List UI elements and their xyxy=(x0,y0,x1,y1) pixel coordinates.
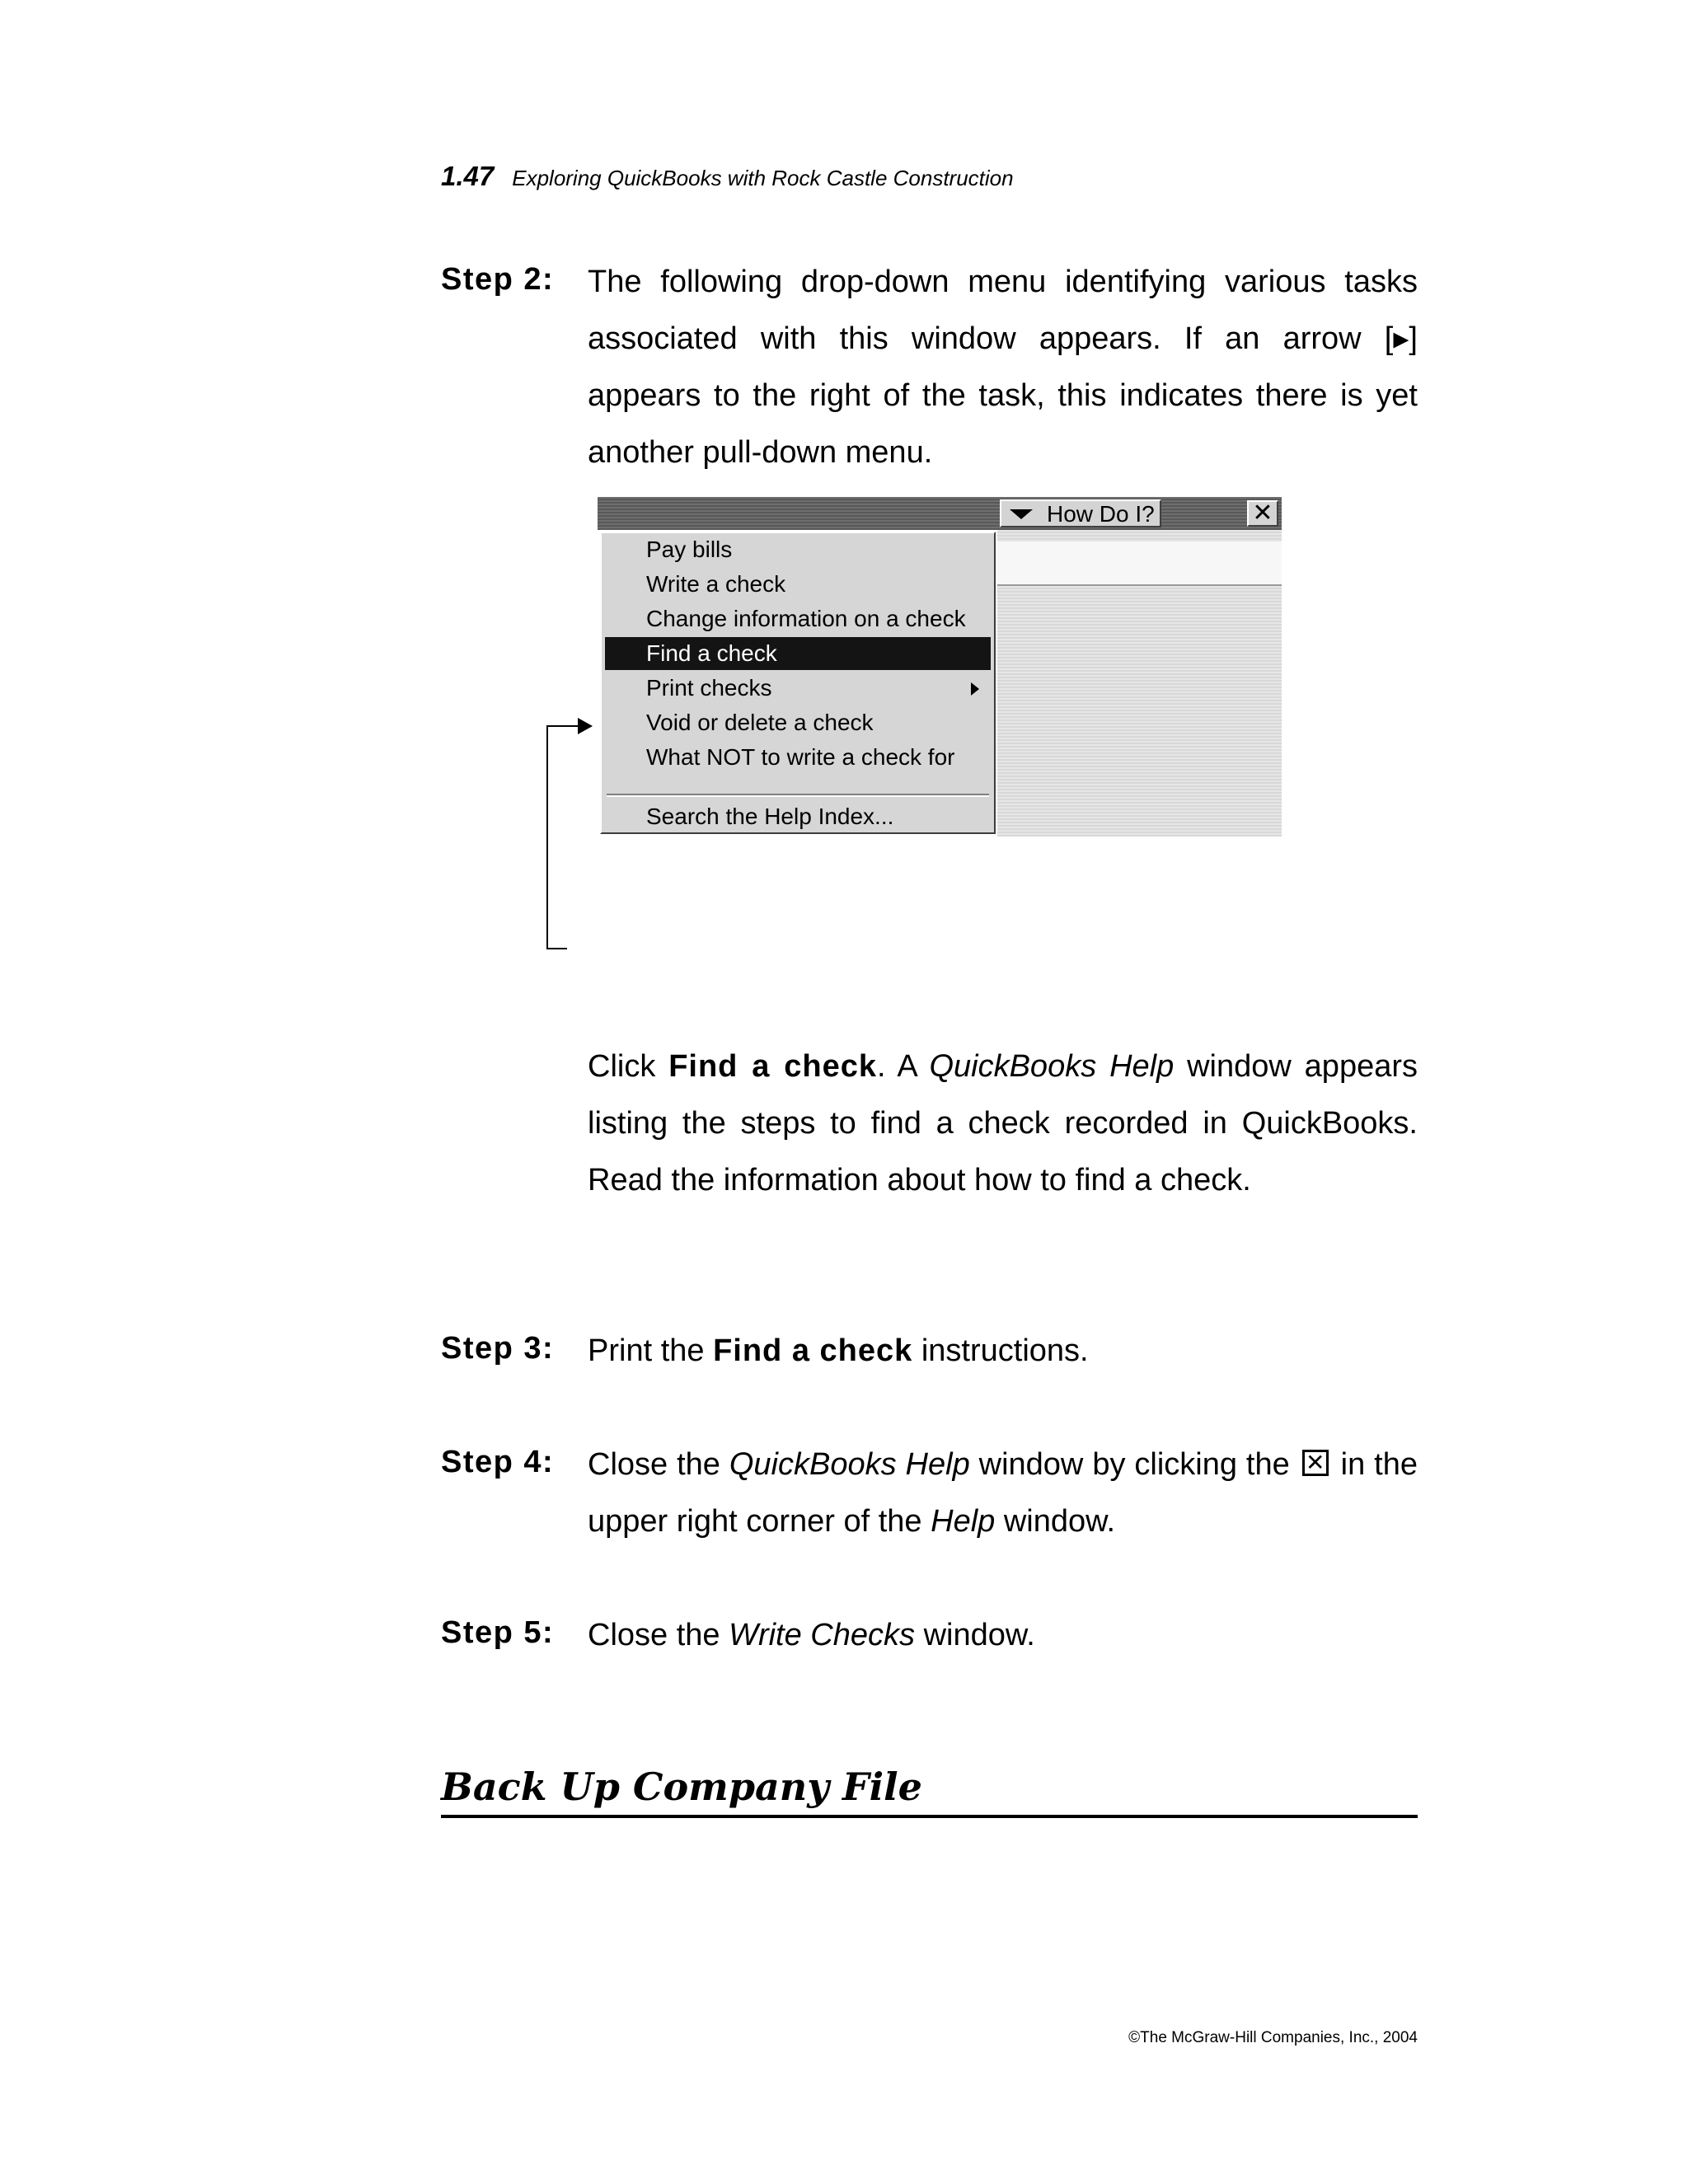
menu-item-what-not-to-write[interactable]: What NOT to write a check for xyxy=(646,744,955,770)
how-do-i-label: How Do I? xyxy=(1047,501,1155,527)
step-4-label: Step 4: xyxy=(441,1445,555,1479)
close-box-icon: ✕ xyxy=(1302,1450,1329,1476)
step-5-label: Step 5: xyxy=(441,1615,555,1650)
page-header xyxy=(441,161,1014,192)
menu-item-change-information[interactable]: Change information on a check xyxy=(646,606,966,631)
submenu-arrow-icon xyxy=(971,682,979,696)
how-do-i-screenshot xyxy=(598,497,1282,837)
step-5-text: Close the Write Checks window. xyxy=(588,1618,1035,1652)
step-2-text: The following drop-down menu identifying various tasks associated with this window appears. If an arrow [▸] appears to the right of the task, this indicates there is yet another pull-down menu. xyxy=(588,265,1418,470)
step-3-text: Print the Find a check instructions. xyxy=(588,1333,1089,1368)
callout-line-bottom xyxy=(546,948,567,949)
step-3-label: Step 3: xyxy=(441,1331,555,1366)
callout-line xyxy=(546,725,548,949)
menu-separator xyxy=(607,794,989,797)
menu-item-pay-bills[interactable]: Pay bills xyxy=(646,537,733,562)
window-title-bar xyxy=(598,497,1282,530)
how-do-i-button[interactable] xyxy=(1000,499,1161,527)
copyright-footer: ©The McGraw-Hill Companies, Inc., 2004 xyxy=(1128,2029,1418,2046)
callout-line-top xyxy=(546,725,579,727)
window-background-pane xyxy=(997,530,1282,837)
dropdown-arrow-icon xyxy=(1010,509,1033,519)
running-title: Exploring QuickBooks with Rock Castle Construction xyxy=(512,166,1014,190)
menu-item-print-checks[interactable]: Print checks xyxy=(605,672,991,705)
callout-arrow-icon xyxy=(578,718,593,734)
section-heading: Back Up Company File xyxy=(441,1762,1418,1818)
menu-item-find-a-check[interactable]: Find a check xyxy=(605,637,991,670)
menu-item-search-help-index[interactable]: Search the Help Index... xyxy=(646,804,894,829)
close-button[interactable]: ✕ xyxy=(1247,500,1278,527)
menu-item-void-or-delete[interactable]: Void or delete a check xyxy=(646,710,874,735)
step-4-text: Close the QuickBooks Help window by clicking the ✕ in the upper right corner of the Help window. xyxy=(588,1447,1418,1539)
how-do-i-dropdown-menu xyxy=(600,532,996,834)
click-find-check-text: Click Find a check. A QuickBooks Help window appears listing the steps to find a check recorded in QuickBooks. Read the information about how to find a check. xyxy=(588,1049,1418,1197)
menu-item-write-a-check[interactable]: Write a check xyxy=(646,571,786,597)
step-2-label: Step 2: xyxy=(441,262,555,297)
input-area xyxy=(997,541,1282,586)
page-number: 1.47 xyxy=(441,161,495,191)
